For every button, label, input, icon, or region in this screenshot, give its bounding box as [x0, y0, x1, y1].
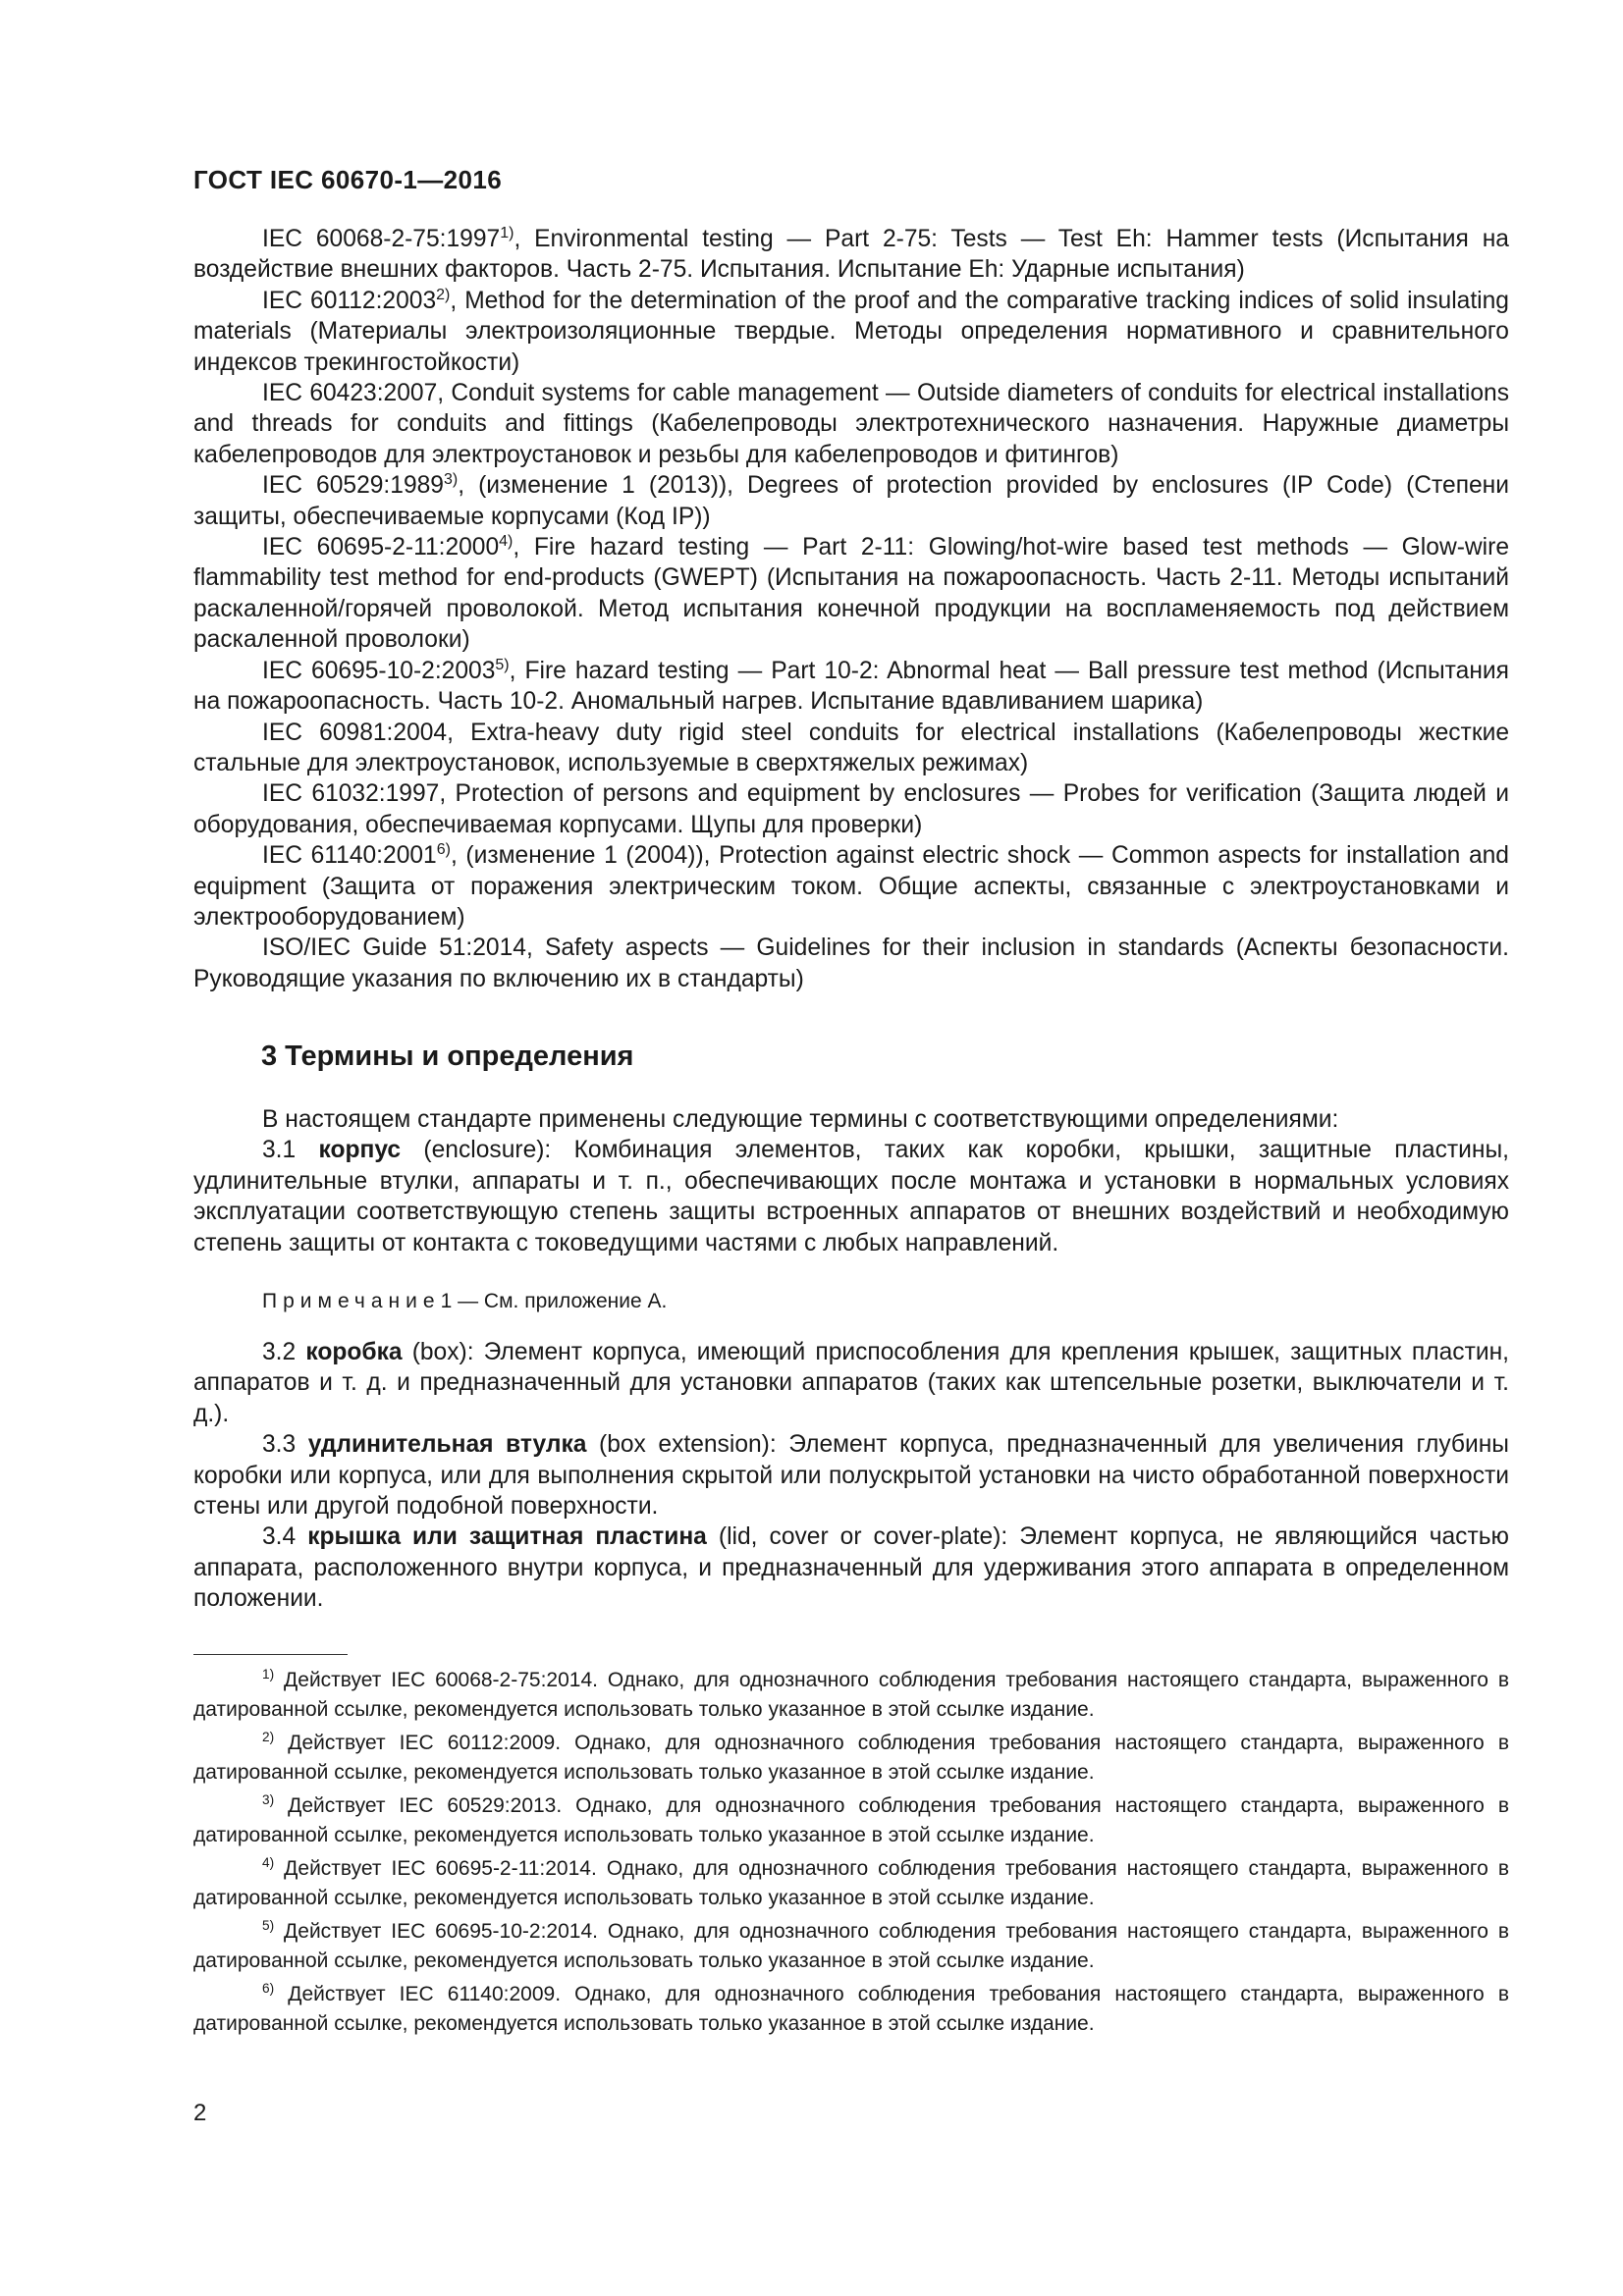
- section-title: 3 Термины и определения: [261, 1041, 634, 1072]
- references-list: [193, 224, 1509, 994]
- term-definition: 3.1 корпус (enclosure): Комбинация элементов, таких как коробки, крышки, защитные пластины, удлинительные втулки, аппараты и т. п., обеспечивающих после монтажа и установки в нормальных условиях эксплуатации соответствующую степень защиты встроенных аппаратов от внешних воздействий и необходимую степень защиты от контакта с токоведущими частями с любых направлений.: [193, 1137, 1509, 1256]
- document-header: ГОСТ IEC 60670-1—2016: [193, 165, 503, 194]
- term-name: корпус: [318, 1137, 402, 1164]
- reference-item: IEC 60529:1989$^{3)}$, (изменение 1 (2013)), Degrees of protection provided by enclosures (IP Code) (Степени защиты, обеспечиваемые корпусами (Код IP)): [193, 471, 1510, 530]
- footnotes: [193, 1666, 1509, 2039]
- reference-item: IEC 60068-2-75:1997$^{1)}$, Environmental testing — Part 2-75: Tests — Test Eh: Hammer tests (Испытания на воздействие внешних факторов. Часть 2-75. Испытания. Испытание Eh: Ударные испытания): [193, 224, 1509, 284]
- reference-item: IEC 60695-2-11:2000$^{4)}$, Fire hazard testing — Part 2-11: Glowing/hot-wire based test methods — Glow-wire flammability test method for end-products (GWEPT) (Испытания на пожароопасность. Часть 2-11. Методы испытаний раскаленной/горячей проволокой. Метод испытания конечной продукции на воспламеняемость под действием раскаленной проволоки): [193, 532, 1509, 654]
- section-intro: В настоящем стандарте применены следующие термины с соответствующими определениями:: [262, 1106, 1339, 1133]
- footnote: $^{6)}$ Действует IEC 61140:2009. Однако, для однозначного соблюдения требования настоящего стандарта, выраженного в датированной ссылке, рекомендуется использовать только указанное в этой ссылке издание.: [193, 1981, 1509, 2035]
- term-definition: 3.3 удлинительная втулка (box extension): Элемент корпуса, предназначенный для увеличения глубины коробки или корпуса, или для выполнения скрытой или полускрытой установки на чисто обработанной поверхности стены или другой подобной поверхности.: [193, 1431, 1509, 1521]
- reference-item: ISO/IEC Guide 51:2014, Safety aspects — Guidelines for their inclusion in standards (Аспекты безопасности. Руководящие указания по включению их в стандарты): [193, 934, 1510, 992]
- terms-block-1: [193, 1104, 1509, 1258]
- footnote: $^{2)}$ Действует IEC 60112:2009. Однако, для однозначного соблюдения требования настоящего стандарта, выраженного в датированной ссылке, рекомендуется использовать только указанное в этой ссылке издание.: [193, 1730, 1509, 1784]
- reference-item: IEC 61140:2001$^{6)}$, (изменение 1 (2004)), Protection against electric shock — Common aspects for installation and equipment (Защита от поражения электрическим током. Общие аспекты, связанные с электроустановками и электрооборудованием): [193, 840, 1509, 931]
- note: Примечание1 — См. приложение А.: [262, 1290, 668, 1312]
- reference-item: IEC 60981:2004, Extra-heavy duty rigid steel conduits for electrical installations (Кабелепроводы жесткие стальные для электроустановок, используемые в сверхтяжелых режимах): [193, 719, 1510, 776]
- page-number: 2: [193, 2100, 207, 2126]
- reference-item: IEC 60423:2007, Conduit systems for cable management — Outside diameters of conduits for electrical installations and threads for conduits and fittings (Кабелепроводы электротехнического назначения. Наружные диаметры кабелепроводов для электроустановок и резьбы для кабелепроводов и фитингов): [193, 380, 1510, 468]
- footnote-divider: [193, 1654, 348, 1655]
- reference-item: IEC 60112:2003$^{2)}$, Method for the determination of the proof and the comparative tracking indices of solid insulating materials (Материалы электроизоляционные твердые. Методы определения нормативного и сравнительного индексов трекингостойкости): [193, 286, 1509, 376]
- term-definition: 3.4 крышка или защитная пластина (lid, cover or cover-plate): Элемент корпуса, не являющийся частью аппарата, расположенного внутри корпуса, и предназначенный для удерживания этого аппарата в определенном положении.: [193, 1523, 1510, 1613]
- terms-block-2: [193, 1337, 1509, 1615]
- footnote: $^{5)}$ Действует IEC 60695-10-2:2014. Однако, для однозначного соблюдения требования настоящего стандарта, выраженного в датированной ссылке, рекомендуется использовать только указанное в этой ссылке издание.: [193, 1918, 1509, 1972]
- reference-item: IEC 60695-10-2:2003$^{5)}$, Fire hazard testing — Part 10-2: Abnormal heat — Ball pressure test method (Испытания на пожароопасность. Часть 10-2. Аномальный нагрев. Испытание вдавливанием шарика): [193, 656, 1509, 716]
- footnote: $^{1)}$ Действует IEC 60068-2-75:2014. Однако, для однозначного соблюдения требования настоящего стандарта, выраженного в датированной ссылке, рекомендуется использовать только указанное в этой ссылке издание.: [193, 1667, 1509, 1721]
- footnote: $^{4)}$ Действует IEC 60695-2-11:2014. Однако, для однозначного соблюдения требования настоящего стандарта, выраженного в датированной ссылке, рекомендуется использовать только указанное в этой ссылке издание.: [193, 1855, 1509, 1909]
- term-definition: 3.2 коробка (box): Элемент корпуса, имеющий приспособления для крепления крышек, защитных пластин, аппаратов и т. д. и предназначенный для установки аппаратов (таких как штепсельные розетки, выключатели и т. д.).: [193, 1339, 1509, 1427]
- term-name: удлинительная втулка: [307, 1431, 587, 1459]
- note-label: Примечание: [262, 1290, 441, 1312]
- term-name: крышка или защитная пластина: [307, 1523, 707, 1551]
- footnote: $^{3)}$ Действует IEC 60529:2013. Однако, для однозначного соблюдения требования настоящего стандарта, выраженного в датированной ссылке, рекомендуется использовать только указанное в этой ссылке издание.: [193, 1792, 1509, 1846]
- reference-item: IEC 61032:1997, Protection of persons and equipment by enclosures — Probes for verification (Защита людей и оборудования, обеспечиваемая корпусами. Щупы для проверки): [193, 780, 1510, 838]
- term-name: коробка: [305, 1339, 403, 1365]
